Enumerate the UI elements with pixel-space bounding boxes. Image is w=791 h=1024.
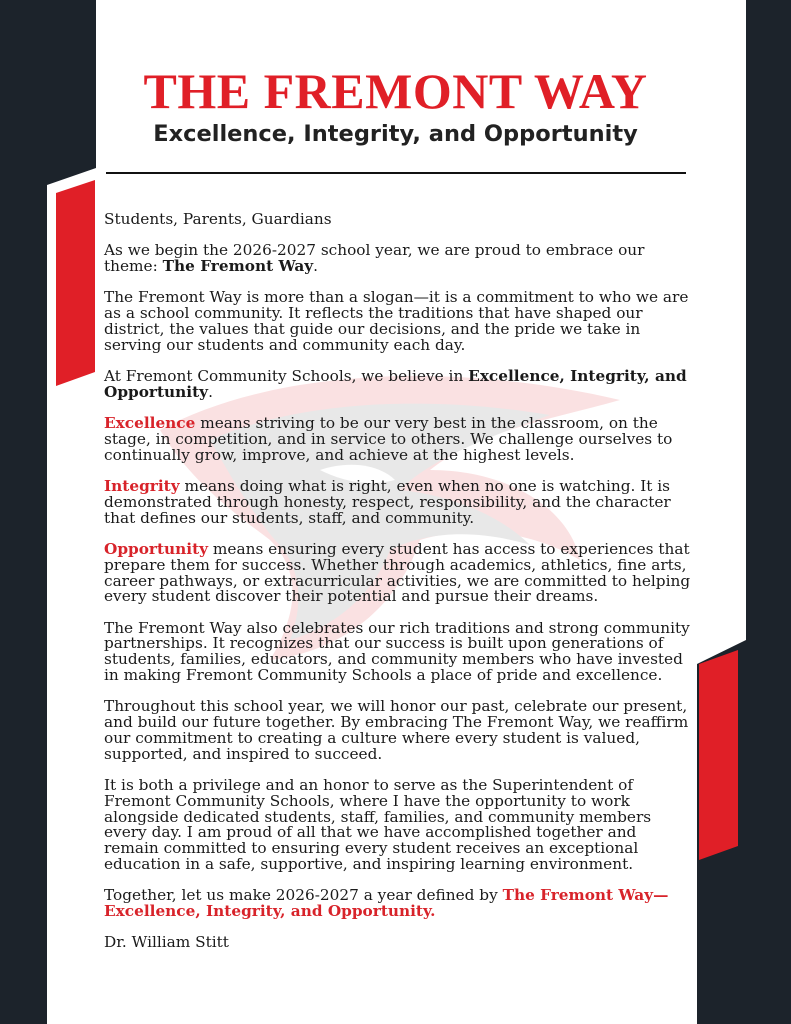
closing-theme: The Fremont Way—Excellence, Integrity, and Opportunity. <box>104 886 669 921</box>
integrity-paragraph: Integrity means doing what is right, even when no one is watching. It is demonstrated through honesty, respect, responsibility, and the character that defines our students, staff, and community. <box>104 477 671 527</box>
intro-paragraph: As we begin the 2026-2027 school year, we are proud to embrace our theme: The Fremont Way. <box>104 241 645 276</box>
slogan-paragraph: The Fremont Way is more than a slogan—it is a commitment to who we are as a school community. It reflects the traditions that have shaped our district, the values that guide our decisions, and the pride we take in serving our students and community each day. <box>104 288 689 354</box>
excellence-term: Excellence <box>104 414 196 433</box>
title-divider <box>106 172 686 174</box>
salutation: Students, Parents, Guardians <box>104 210 332 228</box>
values-paragraph: At Fremont Community Schools, we believe in Excellence, Integrity, and Opportunity. <box>104 367 687 401</box>
superintendent-paragraph: It is both a privilege and an honor to serve as the Superintendent of Fremont Community Schools, where I have the opportunity to work alongside dedicated students, staff, families, and community members every day. I am proud of all that we have accomplished together and remain committed to ensuring every student receives an exceptional education in a safe, supportive, and inspiring learning environment. <box>104 776 652 873</box>
signature: Dr. William Stitt <box>104 933 229 952</box>
opportunity-term: Opportunity <box>104 539 209 558</box>
core-values: Excellence, Integrity, and Opportunity <box>104 367 687 401</box>
letter-body <box>104 212 694 967</box>
closing-paragraph: Together, let us make 2026-2027 a year defined by The Fremont Way—Excellence, Integrity, and Opportunity. <box>104 886 669 921</box>
theme-name: The Fremont Way <box>162 257 314 276</box>
page-title: THE FREMONT WAY <box>143 63 648 119</box>
red-accent-left <box>56 180 95 386</box>
traditions-paragraph: The Fremont Way also celebrates our rich traditions and strong community partnerships. It recognizes that our success is built upon generations of students, families, educators, and community members who have invested in making Fremont Community Schools a place of pride and excellence. <box>104 618 690 685</box>
page-subtitle: Excellence, Integrity, and Opportunity <box>153 121 638 147</box>
school-year-paragraph: Throughout this school year, we will honor our past, celebrate our present, and build our future together. By embracing The Fremont Way, we reaffirm our commitment to creating a culture where every student is valued, supported, and inspired to succeed. <box>104 697 689 763</box>
excellence-paragraph: Excellence means striving to be our very best in the classroom, on the stage, in competition, and in service to others. We challenge ourselves to continually grow, improve, and achieve at the highest levels. <box>104 414 673 464</box>
opportunity-paragraph: Opportunity means ensuring every student has access to experiences that prepare them for success. Whether through academics, athletics, fine arts, career pathways, or extracurricular activities, we are committed to helping every student discover their potential and pursue their dreams. <box>104 539 691 606</box>
integrity-term: Integrity <box>104 477 180 496</box>
red-accent-right <box>699 650 738 860</box>
